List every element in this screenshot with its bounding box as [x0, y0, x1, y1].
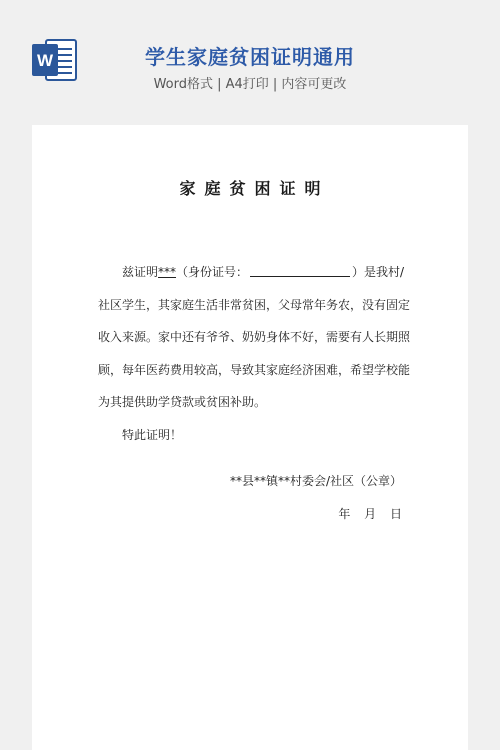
page-header [0, 0, 500, 125]
document-title: 家庭贫困证明 [179, 179, 330, 198]
closing-line: 特此证明！ [122, 427, 183, 442]
body-prefix: 兹证明 [122, 265, 159, 279]
body-line-3: 收入来源。家中还有爷爷、奶奶身体不好，需要有人长期照 [98, 330, 411, 344]
document-page [32, 125, 468, 750]
signature-date: 年 月 日 [338, 507, 402, 521]
body-line-2: 社区学生，其家庭生活非常贫困，父母常年务农，没有固定 [98, 297, 411, 312]
body-line-5: 为其提供助学贷款或贫困补助。 [98, 395, 267, 409]
page-title: 学生家庭贫困证明通用 [145, 45, 355, 69]
body-line-1 [98, 256, 412, 289]
id-label: （身份证号： [176, 265, 249, 279]
student-name-placeholder: *** [158, 265, 177, 279]
page-subtitle: Word格式 | A4打印 | 内容可更改 [153, 77, 347, 92]
id-number-blank[interactable] [250, 264, 350, 277]
word-icon-letter: W [36, 51, 54, 70]
body-line-4: 顾，每年医药费用较高，导致其家庭经济困难，希望学校能 [98, 362, 411, 377]
id-close: ）是我村/ [352, 265, 405, 279]
signature-organization: **县**镇**村委会/社区（公章） [229, 474, 402, 488]
document-body [98, 256, 412, 451]
